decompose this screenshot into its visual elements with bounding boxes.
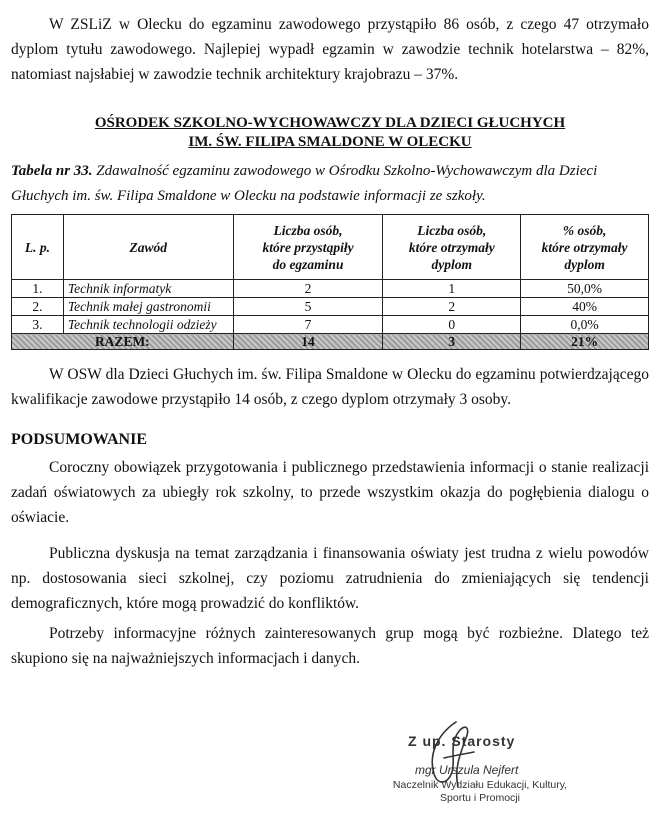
table-row [12,316,649,334]
cell-przystapily: 7 [233,316,383,334]
table-caption-text: Zdawalność egzaminu zawodowego w Ośrodku Szkolno-Wychowawczym dla Dzieci Głuchych im. św. Filipa Smaldone w Olecku na podstawie informacji ze szkoły. [11,163,598,204]
cell-procent: 40% [521,298,649,316]
header-otrzymaly-line: dyplom [431,256,473,272]
cell-zawod: Technik małej gastronomii [63,298,233,316]
cell-lp: 3. [12,316,64,334]
cell-lp: 2. [12,298,64,316]
cell-zawod: Technik technologii odzieży [63,316,233,334]
total-label: RAZEM: [12,334,234,350]
table-caption [11,159,651,209]
header-procent [521,215,649,280]
table-caption-label: Tabela nr 33. [11,163,93,179]
cell-otrzymaly: 2 [383,298,521,316]
stamp-title [380,779,580,805]
results-table [11,214,649,350]
cell-otrzymaly: 0 [383,316,521,334]
cell-lp: 1. [12,280,64,298]
school-heading-line2: IM. ŚW. FILIPA SMALDONE W OLECKU [188,134,472,150]
school-heading-line1: OŚRODEK SZKOLNO-WYCHOWAWCZY DLA DZIECI GŁUCHYCH [94,115,566,131]
stamp-title-line: Naczelnik Wydziału Edukacji, Kultury, [392,779,568,791]
stamp-role: Z up. Starosty [408,733,516,749]
stamp-title-line: Sportu i Promocji [440,792,520,804]
total-przystapily: 14 [233,334,383,350]
cell-procent: 50,0% [521,280,649,298]
header-lp: L. p. [12,215,64,280]
cell-otrzymaly: 1 [383,280,521,298]
header-procent-line: które otrzymały [541,239,628,255]
header-przystapily-line: Liczba osób, [273,222,343,238]
table-row [12,298,649,316]
header-procent-line: % osób, [562,222,607,238]
header-zawod: Zawód [63,215,233,280]
cell-przystapily: 2 [233,280,383,298]
summary-paragraph-2: Publiczna dyskusja na temat zarządzania i finansowania oświaty jest trudna z wielu powodów np. dostosowania sieci szkolnej, czy poziomu zatrudnienia do zmieniających się tendencji demograficznych, które mogą prowadzić do konfliktów. [11,545,649,612]
osw-paragraph: W OSW dla Dzieci Głuchych im. św. Filipa Smaldone w Olecku do egzaminu potwierdzającego kwalifikacje zawodowe przystąpiło 14 osób, z czego dyplom otrzymały 3 osoby. [11,366,649,408]
header-przystapily-line: do egzaminu [272,256,344,272]
cell-przystapily: 5 [233,298,383,316]
summary-paragraph-1: Coroczny obowiązek przygotowania i publicznego przedstawienia informacji o stanie realizacji zadań oświatowych za ubiegły rok szkolny, to przede wszystkim okazja do pogłębienia dialogu o oświacie. [11,459,649,526]
header-przystapily-line: które przystąpiły [262,239,354,255]
header-otrzymaly-line: które otrzymały [408,239,495,255]
header-otrzymaly-line: Liczba osób, [417,222,487,238]
header-otrzymaly [383,215,521,280]
signature-stamp [380,730,580,820]
intro-paragraph: W ZSLiZ w Olecku do egzaminu zawodowego przystąpiło 86 osób, z czego 47 otrzymało dyplom tytułu zawodowego. Najlepiej wypadł egzamin w zawodzie technik hotelarstwa – 82%, natomiast najsłabiej w zawodzie technik architektury krajobrazu – 37%. [11,16,649,83]
header-procent-line: dyplom [564,256,605,272]
cell-zawod: Technik informatyk [63,280,233,298]
table-header-row [12,215,649,280]
cell-procent: 0,0% [521,316,649,334]
table-row [12,280,649,298]
header-przystapily [233,215,383,280]
total-otrzymaly: 3 [383,334,521,350]
total-procent: 21% [521,334,649,350]
summary-paragraph-3: Potrzeby informacyjne różnych zainteresowanych grup mogą być rozbieżne. Dlatego też skupiono się na najważniejszych informacjach i danych. [11,625,649,667]
stamp-name: mgr Urszula Nejfert [415,763,519,777]
summary-title: PODSUMOWANIE [11,431,148,448]
table-total-row [12,334,649,350]
